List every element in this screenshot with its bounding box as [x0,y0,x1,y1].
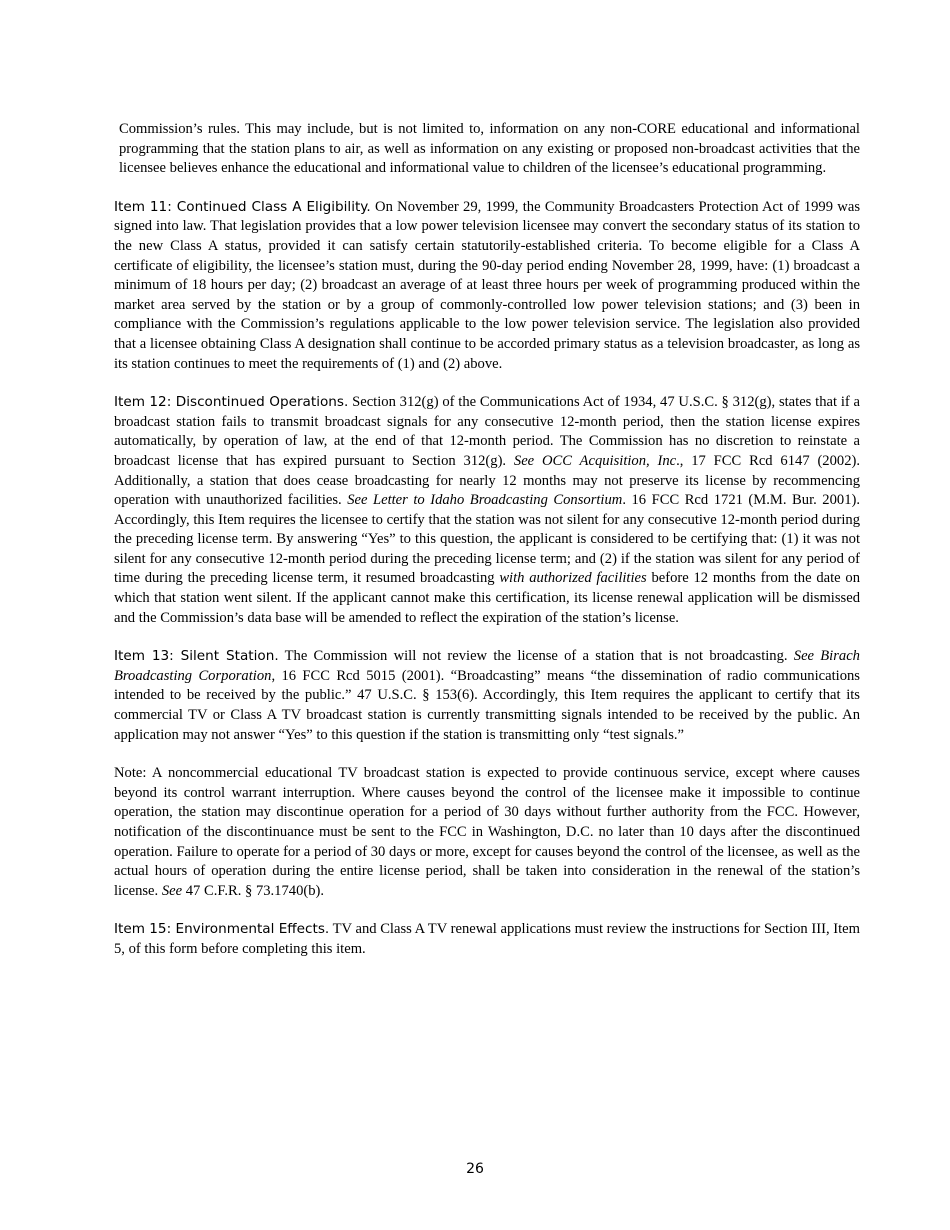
item-12-emphasis: with authorized facilities [499,570,647,587]
item-12-body-4: before 12 months from the date on which that station went silent. If the applicant cannot make this certification, its license renewal application will be dismissed and the Commission’s data base will be amended to reflect the expiration of the station’s license. [114,570,860,626]
item-11-heading: Item 11: Continued Class A Eligibility. [114,198,371,215]
item-13-heading: Item 13: Silent Station. [114,648,279,665]
item-13-citation-birach: See Birach Broadcasting Corporation [114,648,860,684]
item-13-body-2: , 16 FCC Rcd 5015 (2001). “Broadcasting” means “the dissemination of radio communications intended to be received by the public.” 47 U.S.C. § 153(6). Accordingly, this Item requires the applicant to certify that its commercial TV or Class A TV broadcast station is currently transmitting signals intended to be received by the public. An application may not answer “Yes” to this question if the station is transmitting only “test signals.” [114,667,860,743]
note-body-1: Note: A noncommercial educational TV broadcast station is expected to provide continuous service, except where causes beyond its control warrant interruption. Where causes beyond the control of the licensee make it impossible to continue operation, the station may discontinue operation for a period of 30 days without further authority from the FCC. However, notification of the discontinuance must be sent to the FCC in Washington, D.C. no later than 10 days after the discontinued operation. Failure to operate for a period of 30 days or more, except for causes beyond the control of the licensee, as well as the actual hours of operation during the entire license period, shall be taken into consideration in the renewal of the station’s license. [114,765,860,899]
page-number: 26 [466,1161,484,1177]
intro-text: Commission’s rules. This may include, but is not limited to, information on any non-CORE educational and informational programming that the station plans to air, as well as information on any existing or proposed non-broadcast activities that the licensee believes enhance the educational and informational value to children of the licensee’s educational programming. [119,121,860,177]
item-12-citation-occ: See OCC Acquisition, Inc [513,452,677,469]
item-15-paragraph [114,920,860,959]
item-11-paragraph [114,198,860,374]
intro-paragraph [114,120,860,179]
item-12-body-2: ., 17 FCC Rcd 6147 (2002). Additionally, a station that does cease broadcasting for nearly 12 months may not preserve its license by recommencing operation with unauthorized facilities. [114,452,860,509]
note-citation-see: See [161,882,183,899]
item-12-citation-idaho: See Letter to Idaho Broadcasting Consortium [347,492,623,509]
item-13-paragraph [114,647,860,745]
item-13-body-1: The Commission will not review the license of a station that is not broadcasting. [278,648,794,665]
note-paragraph [114,764,860,901]
item-12-body-3: . 16 FCC Rcd 1721 (M.M. Bur. 2001). Accordingly, this Item requires the licensee to certify that the station was not silent for any consecutive 12-month period during the preceding license term. By answering “Yes” to this question, the applicant is considered to be certifying that: (1) it was not silent for any consecutive 12-month period during the preceding license term; and (2) if the station was silent for any period of time during the preceding license term, it resumed broadcasting [114,492,860,587]
item-11-body: On November 29, 1999, the Community Broadcasters Protection Act of 1999 was signed into law. That legislation provides that a low power television licensee may convert the secondary status of its station to the new Class A status, provided it can satisfy certain statutorily-established criteria. To become eligible for a Class A certificate of eligibility, the licensee’s station must, during the 90-day period ending November 28, 1999, have: (1) broadcast a minimum of 18 hours per day; (2) broadcast an average of at least three hours per week of programming produced within the market area served by the station or by a group of commonly-controlled low power television stations; and (3) been in compliance with the Commission’s regulations applicable to the low power television service. The legislation also provided that a licensee obtaining Class A designation shall continue to be accorded primary status as a television broadcaster, as long as its station continues to meet the requirements of (1) and (2) above. [114,198,860,372]
item-12-body-1: Section 312(g) of the Communications Act of 1934, 47 U.S.C. § 312(g), states that if a broadcast station fails to transmit broadcast signals for any consecutive 12-month period, then the station license expires automatically, by operation of law, at the end of that 12-month period. The Commission has no discretion to reinstate a broadcast license that has expired pursuant to Section 312(g). [114,394,860,469]
note-body-2: 47 C.F.R. § 73.1740(b). [182,882,325,899]
document-page [114,120,860,979]
item-12-paragraph [114,393,860,628]
item-12-heading: Item 12: Discontinued Operations. [114,394,349,411]
item-15-heading: Item 15: Environmental Effects. [114,921,330,938]
item-15-body: TV and Class A TV renewal applications must review the instructions for Section III, Item 5, of this form before completing this item. [114,921,860,957]
